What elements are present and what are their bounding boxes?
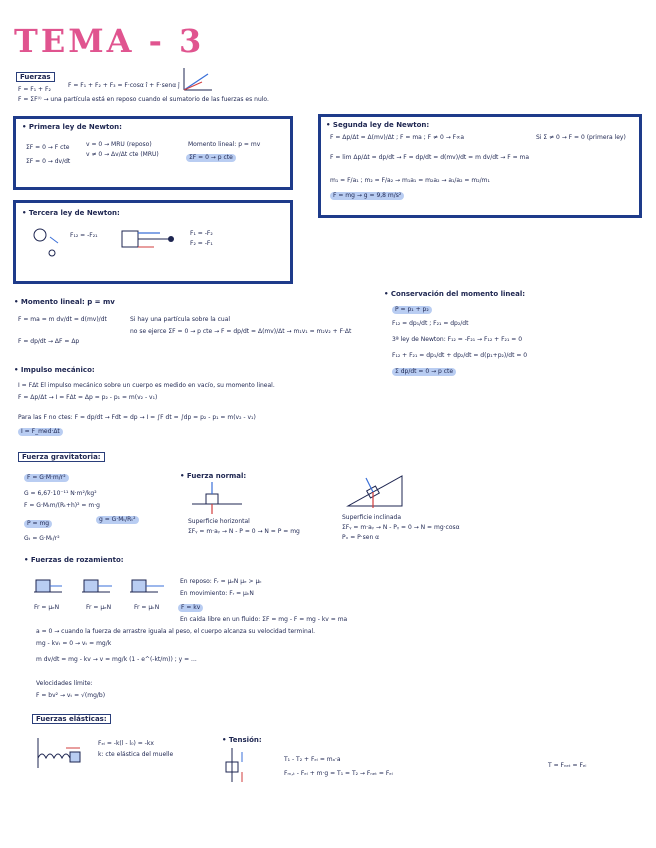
normal-heading: • Fuerza normal:: [180, 472, 246, 480]
page-title: TEMA - 3: [14, 22, 205, 60]
tension-diagram: [222, 748, 272, 784]
primera-b1: v = 0 → MRU (reposo): [86, 141, 152, 148]
spring-diagram: [36, 738, 92, 768]
elasticas-l2: k: cte elástica del muelle: [98, 751, 174, 758]
conservacion-l2: F₁₂ = dp₁/dt ; F₂₁ = dp₂/dt: [392, 320, 469, 327]
momento-heading: • Momento lineal: p = mv: [14, 298, 115, 306]
gravitatoria-l4: P = mg: [24, 520, 52, 528]
elasticas-l1: Fₑₗ = -k(l - l₀) = -kx: [98, 740, 154, 747]
tercera-e1: F₁₂ = -F₂₁: [70, 232, 98, 239]
normal-i3: Pₓ = P·sen α: [342, 534, 380, 541]
rozamiento-r5: a = 0 → cuando la fuerza de arrastre iguala al peso, el cuerpo alcanza su velocidad terminal.: [36, 628, 316, 635]
impulso-l1: I = FΔt El impulso mecánico sobre un cuerpo es medido en vacío, su momento lineal.: [18, 382, 275, 389]
primera-m1: Momento lineal: p = mv: [188, 141, 261, 148]
tension-t3: T = Fₙₑₜ = Fₑₗ: [548, 762, 587, 769]
primera-b2: v ≠ 0 → Δv/Δt cte (MRU): [86, 151, 159, 158]
primera-l2: ΣF = 0 → dv/dt: [26, 158, 71, 165]
conservacion-l3: 3ª ley de Newton: F₁₂ = -F₂₁ → F₁₂ + F₂₁ = 0: [392, 336, 523, 343]
gravitatoria-l1: F = G·M·m/r²: [24, 474, 69, 482]
normal-c2: ΣFᵧ = m·aᵧ → N - P = 0 → N = P = mg: [188, 528, 300, 535]
segunda-l3: m₁ = F/a₁ ; m₂ = F/a₂ → m₁a₁ = m₂a₂ → a₁/a₂ = m₂/m₁: [330, 177, 490, 184]
rozamiento-r1: En reposo: Fᵣ = μₑN μₑ > μₖ: [180, 578, 262, 585]
impulso-heading: • Impulso mecánico:: [14, 366, 95, 374]
fuerzas-eq3: F = ΣF⁽ⁱ⁾ → una partícula está en reposo cuando el sumatorio de las fuerzas es nulo.: [18, 96, 269, 103]
normal-i2: ΣFᵧ = m·aᵧ → N - Pᵧ = 0 → N = mg·cosα: [342, 524, 460, 531]
conservacion-heading: • Conservación del momento lineal:: [384, 290, 525, 298]
segunda-l1: F = Δp/Δt = Δ(mv)/Δt ; F = ma ; F ≠ 0 → F∝a: [330, 134, 465, 141]
elasticas-heading: Fuerzas elásticas:: [32, 714, 111, 724]
gravitatoria-l3: F = G·Mₜm/(Rₜ+h)² = m·g: [24, 502, 100, 509]
normal-i1: Superficie inclinada: [342, 514, 401, 521]
gravitatoria-l5: g = G·Mₜ/Rₜ²: [96, 516, 139, 524]
tension-t1: T₁ - T₂ + Fₑₗ = mₐ·a: [284, 756, 341, 763]
segunda-ley-box: [318, 114, 642, 218]
rozamiento-r4: En caída libre en un fluido: ΣF = mg - F = mg - kv = ma: [180, 616, 348, 623]
momento-n2: no se ejerce ΣF = 0 → p cte → F = dp/dt = Δ(mv)/Δt → m₁v₁ = m₂v₂ + F·Δt: [130, 328, 352, 335]
fuerzas-eq1: F = F₁ + F₂: [18, 86, 51, 93]
tension-t2: Fₘ,ₜ - Fₑₗ + m·g = T₁ = T₂ → Fₙₑₜ = Fₑₗ: [284, 770, 393, 777]
conservacion-l1: P = p₁ + p₂: [392, 306, 432, 314]
rozamiento-diagrams: [34, 572, 174, 602]
primera-m2: ΣF = 0 → p cte: [186, 154, 236, 162]
primera-l1: ΣF = 0 → F cte: [26, 144, 70, 151]
momento-n1: Si hay una partícula sobre la cual: [130, 316, 231, 323]
conservacion-l4: F₁₂ + F₂₁ = dp₁/dt + dp₂/dt = d(p₁+p₂)/dt = 0: [392, 352, 528, 359]
rozamiento-r8: F = bv² → vₜ = √(mg/b): [36, 692, 106, 699]
rozamiento-f2: Fr = μₑN: [86, 604, 112, 611]
rozamiento-r3: F = kv: [178, 604, 203, 612]
momento-l1: F = ma = m dv/dt = d(mv)/dt: [18, 316, 107, 323]
tercera-e2: F₁ = -F₂: [190, 230, 213, 237]
rozamiento-f1: Fr = μₑN: [34, 604, 60, 611]
rozamiento-r7: m dv/dt = mg - kv → v = mg/k (1 - e^(-kt/m)) ; y = ...: [36, 656, 197, 663]
impulso-l2: F = Δp/Δt → I = FΔt = Δp = p₂ - p₁ = m(v₂ - v₁): [18, 394, 158, 401]
gravitatoria-heading: Fuerza gravitatoria:: [18, 452, 105, 462]
segunda-r1: Si Σ ≠ 0 → F = 0 (primera ley): [536, 134, 626, 141]
primera-heading: • Primera ley de Newton:: [22, 123, 122, 131]
normal-inclined-diagram: [346, 470, 406, 510]
rozamiento-heading: • Fuerzas de rozamiento:: [24, 556, 124, 564]
normal-c1: Superficie horizontal: [188, 518, 250, 525]
fuerzas-eq2: F = F₁ + F₂ + F₃ = F·cosα î + F·senα ĵ: [68, 82, 180, 89]
momento-l2: F = dp/dt → ΔF = Δp: [18, 338, 80, 345]
segunda-heading: • Segunda ley de Newton:: [326, 121, 429, 129]
impulso-l3: Para las F no ctes: F = dp/dt → Fdt = dp → I = ∫F dt = ∫dp = p₂ - p₁ = m(v₂ - v₁): [18, 414, 256, 421]
gravitatoria-l2: G = 6,67·10⁻¹¹ N·m²/kg²: [24, 490, 97, 497]
normal-flat-diagram: [192, 482, 252, 516]
rozamiento-vel: Velocidades límite:: [36, 680, 93, 687]
gravitatoria-l6: Gₜ = G·Mₜ/r²: [24, 535, 60, 542]
conservacion-l5: Σ dp/dt = 0 → p cte: [392, 368, 456, 376]
tercera-heading: • Tercera ley de Newton:: [22, 209, 120, 217]
tension-heading: • Tensión:: [222, 736, 262, 744]
segunda-l4: F = mg → g = 9,8 m/s²: [330, 192, 404, 200]
fuerzas-heading: Fuerzas: [16, 72, 55, 82]
rozamiento-r2: En movimiento: Fᵣ = μₖN: [180, 590, 254, 597]
rozamiento-r6: mg - kvₜ = 0 → vₜ = mg/k: [36, 640, 112, 647]
impulso-l4: I = F_med·Δt: [18, 428, 63, 436]
tercera-e3: F₂ = -F₁: [190, 240, 213, 247]
segunda-l2: F = lim Δp/Δt = dp/dt → F = dp/dt = d(mv)/dt = m dv/dt → F = ma: [330, 154, 530, 161]
force-vector-diagram: [178, 66, 218, 96]
rozamiento-f3: Fr = μₖN: [134, 604, 160, 611]
